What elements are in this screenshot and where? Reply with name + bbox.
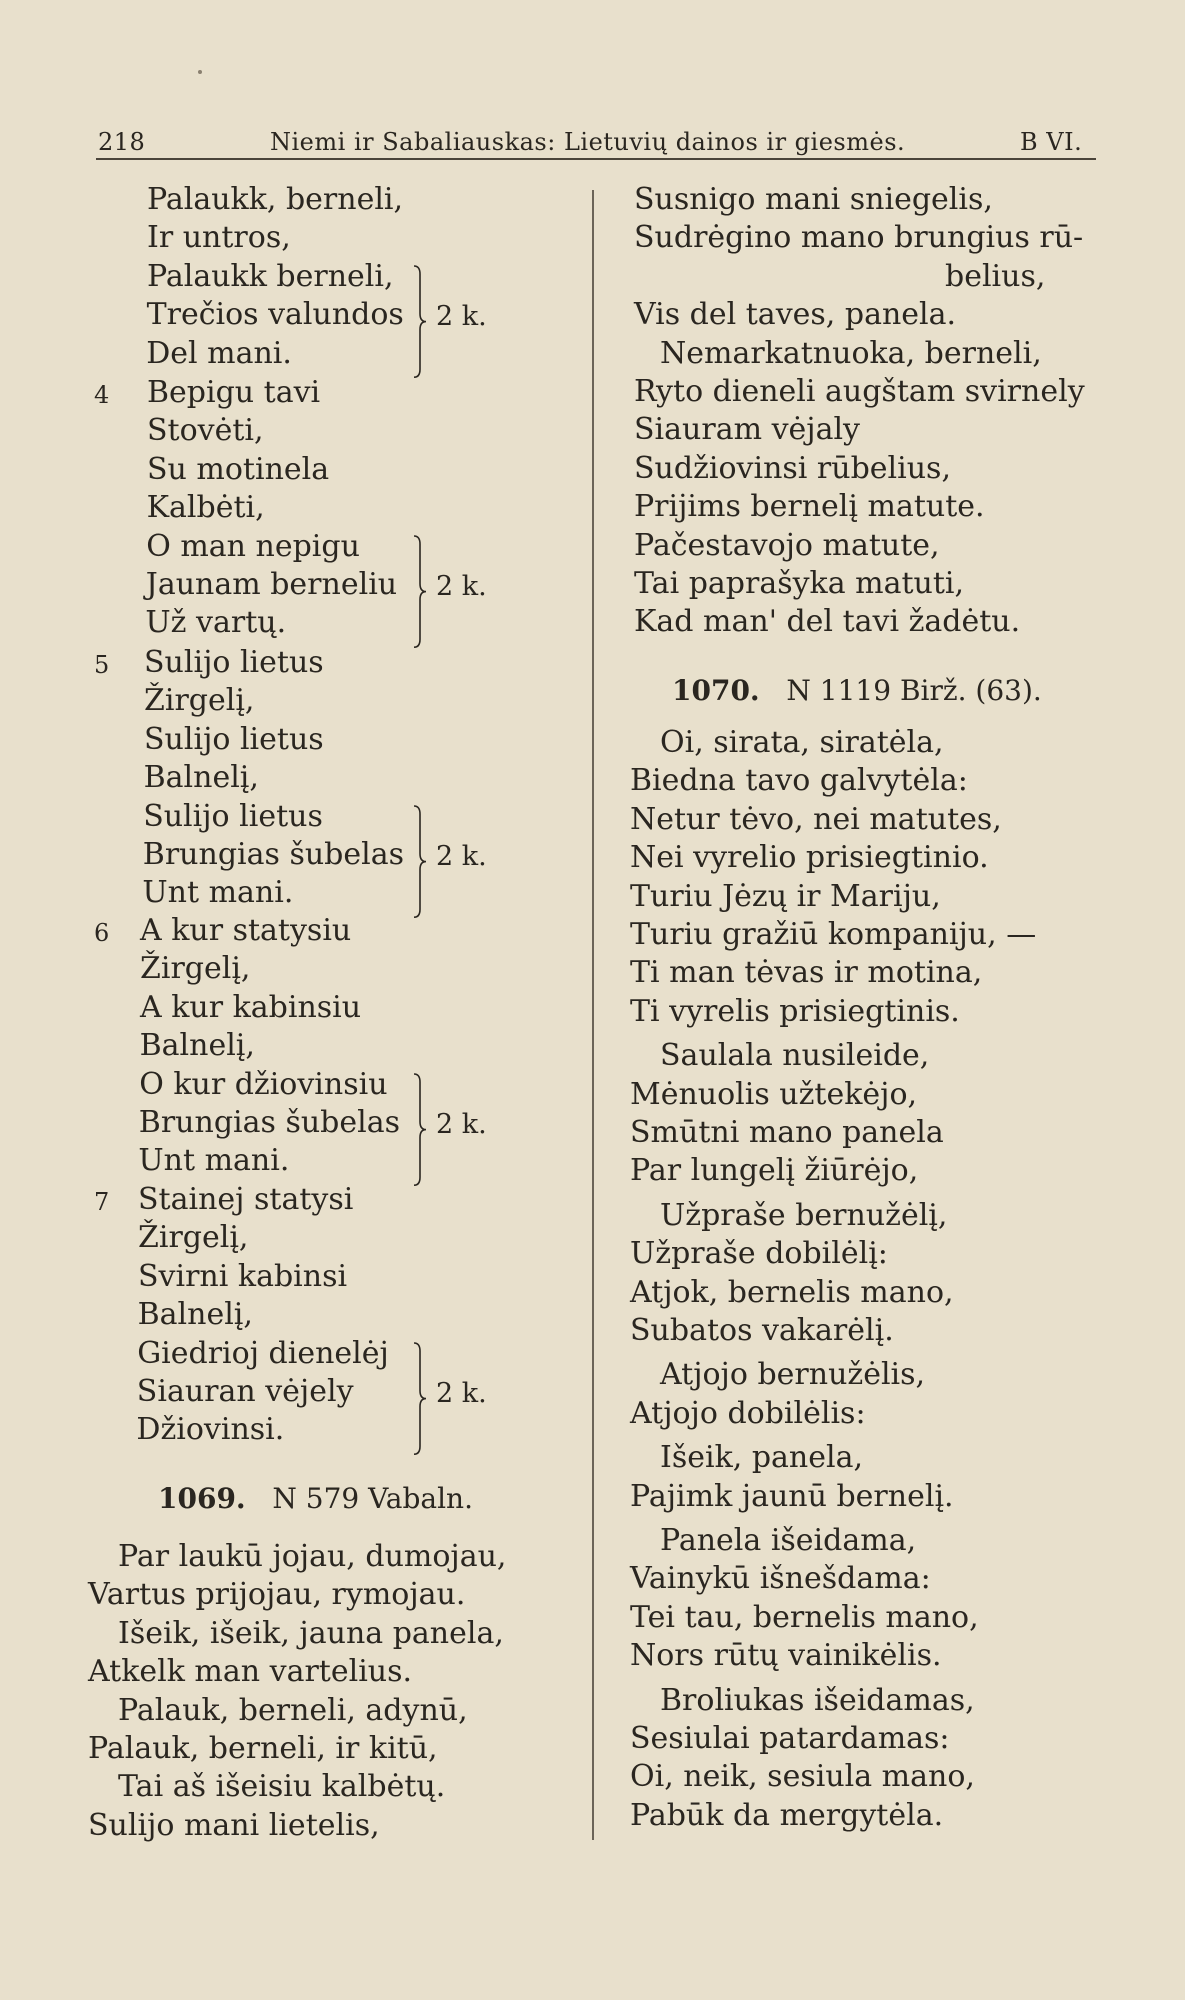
verse-line: Ti man tėvas ir motina, — [630, 955, 983, 991]
right-brace — [412, 1341, 428, 1456]
verse-line: Mėnuolis užtekėjo, — [630, 1076, 918, 1112]
verse-line: O kur džiovinsiu — [139, 1066, 388, 1102]
verse-line: Oi, neik, sesiula mano, — [630, 1759, 975, 1795]
stanza-number: 6 — [94, 919, 110, 947]
verse-line: Atjojo dobilėlis: — [630, 1395, 866, 1431]
verse-line: Atkelk man vartelius. — [88, 1654, 413, 1690]
verse-line: Balnelį, — [143, 760, 259, 796]
song-number: 1070. — [672, 674, 760, 707]
verse-line: Brungias šubelas — [138, 1105, 400, 1140]
right-brace — [412, 1072, 428, 1187]
verse-line: Pabūk da mergytėla. — [630, 1797, 944, 1833]
verse-line: Atjojo bernužėlis, — [660, 1357, 926, 1393]
verse-line: Už vartų. — [145, 605, 287, 641]
verse-line: Vis del taves, panela. — [634, 297, 957, 333]
verse-line: Jaunam berneliu — [145, 567, 398, 602]
verse-line: Palauk, berneli, adynū, — [118, 1692, 468, 1728]
verse-line: Saulala nusileide, — [660, 1038, 930, 1074]
verse-line: Turiu Jėzų ir Mariju, — [630, 878, 941, 914]
verse-line: Sulijo lietus — [144, 645, 324, 680]
verse-line: Sudrėgino mano brungius rū- — [634, 220, 1084, 256]
song-heading-1069 — [158, 1482, 473, 1516]
verse-line: Unt mani. — [138, 1143, 290, 1179]
verse-line: Nemarkatnuoka, berneli, — [660, 335, 1042, 371]
verse-line: Svirni kabinsi — [138, 1258, 348, 1294]
repeat-mark: 2 k. — [436, 1378, 487, 1409]
stanza-number: 5 — [94, 651, 110, 679]
verse-line: Pačestavojo matute, — [634, 527, 940, 563]
verse-line: Užpraše dobilėlį: — [630, 1236, 888, 1272]
verse-line: Unt mani. — [142, 875, 294, 911]
section-label: B VI. — [1020, 128, 1083, 156]
verse-line: Biedna tavo galvytėla: — [630, 763, 968, 799]
song-number: 1069. — [158, 1482, 246, 1515]
verse-line: Sulijo lietus — [144, 721, 324, 757]
verse-line: Užpraše bernužėlį, — [660, 1197, 948, 1233]
verse-line: Vartus prijojau, rymojau. — [88, 1577, 466, 1613]
verse-line: Sulijo mani lietelis, — [88, 1807, 380, 1843]
verse-line: Turiu gražiū kompaniju, — — [630, 917, 1037, 952]
verse-line: Giedrioj dienelėj — [137, 1335, 389, 1371]
verse-line: O man nepigu — [146, 528, 360, 564]
verse-line: Palaukk, berneli, — [147, 182, 404, 217]
verse-line: A kur statysiu — [140, 913, 352, 948]
header-rule — [96, 158, 1096, 160]
verse-line: Netur tėvo, nei matutes, — [630, 801, 1002, 837]
verse-line: Oi, sirata, siratėla, — [660, 725, 944, 760]
repeat-mark: 2 k. — [436, 301, 487, 333]
verse-line: Žirgelį, — [138, 1220, 249, 1256]
verse-line: Žirgelį, — [140, 951, 251, 987]
verse-line: Tai aš išeisiu kalbėtų. — [118, 1769, 446, 1805]
right-brace — [412, 264, 428, 379]
page-number: 218 — [98, 128, 146, 156]
verse-line: Sesiulai patardamas: — [630, 1721, 950, 1756]
verse-line: Kad man' del tavi žadėtu. — [634, 604, 1021, 640]
verse-line: Balnelį, — [139, 1028, 255, 1064]
running-title: Niemi ir Sabaliauskas: Lietuvių dainos ir giesmės. — [270, 128, 906, 156]
verse-line: Susnigo mani sniegelis, — [634, 182, 993, 217]
verse-line: Nors rūtų vainikėlis. — [630, 1638, 942, 1674]
verse-line: Ti vyrelis prisiegtinis. — [630, 993, 960, 1029]
verse-line: Siauran vėjely — [136, 1374, 354, 1409]
right-brace — [412, 804, 428, 919]
song-source: N 1119 Birž. (63). — [759, 674, 1042, 707]
verse-line: Džiovinsi. — [136, 1412, 285, 1448]
song-source: N 579 Vabaln. — [245, 1482, 473, 1515]
verse-line: Ir untros, — [147, 220, 291, 256]
verse-line: Išeik, išeik, jauna panela, — [118, 1615, 504, 1651]
stanza-number: 7 — [94, 1188, 110, 1216]
verse-line: Palauk, berneli, ir kitū, — [88, 1731, 438, 1766]
verse-line: Tai paprašyka matuti, — [634, 566, 965, 601]
verse-line: A kur kabinsiu — [140, 989, 362, 1025]
verse-line: Trečios valundos — [146, 297, 404, 333]
verse-line: Prijims bernelį matute. — [634, 489, 985, 525]
verse-line: Žirgelį, — [144, 683, 255, 719]
right-brace — [412, 534, 428, 649]
verse-line: Išeik, panela, — [660, 1440, 864, 1476]
verse-line: Smūtni mano panela — [630, 1115, 944, 1150]
verse-line: Tei tau, bernelis mano, — [630, 1599, 979, 1635]
verse-line: Ryto dieneli augštam svirnely — [634, 374, 1085, 409]
verse-line: Stainej statysi — [138, 1182, 354, 1217]
verse-line: Subatos vakarėlį. — [630, 1313, 894, 1348]
repeat-mark: 2 k. — [436, 1109, 487, 1140]
verse-line: Nei vyrelio prisiegtinio. — [630, 840, 989, 876]
running-header — [98, 128, 1094, 160]
verse-line: Palaukk berneli, — [147, 258, 394, 294]
verse-line: Broliukas išeidamas, — [660, 1682, 975, 1718]
verse-line: Pajimk jaunū bernelį. — [630, 1478, 954, 1514]
verse-line: Sulijo lietus — [143, 798, 323, 834]
verse-line: Siauram vėjaly — [634, 412, 860, 448]
verse-line: Par laukū jojau, dumojau, — [118, 1539, 507, 1574]
repeat-mark: 2 k. — [436, 841, 487, 872]
repeat-mark: 2 k. — [436, 571, 487, 602]
column-divider — [592, 190, 594, 1840]
verse-line: Bepigu tavi — [147, 375, 321, 410]
verse-line: Sudžiovinsi rūbelius, — [634, 450, 951, 486]
song-heading-1070 — [672, 674, 1042, 708]
verse-line: Par lungelį žiūrėjo, — [630, 1153, 919, 1189]
speck — [198, 70, 202, 74]
verse-line: Vainykū išnešdama: — [630, 1561, 931, 1597]
stanza-number: 4 — [94, 381, 110, 409]
verse-line: Stovėti, — [147, 413, 264, 449]
verse-line: Su motinela — [147, 451, 330, 487]
verse-line: belius, — [945, 258, 1046, 294]
verse-line: Del mani. — [146, 335, 292, 371]
verse-line: Panela išeidama, — [660, 1523, 917, 1558]
verse-line: Balnelį, — [137, 1297, 253, 1333]
verse-line: Atjok, bernelis mano, — [630, 1274, 954, 1310]
verse-line: Kalbėti, — [146, 490, 265, 526]
verse-line: Brungias šubelas — [142, 837, 404, 872]
